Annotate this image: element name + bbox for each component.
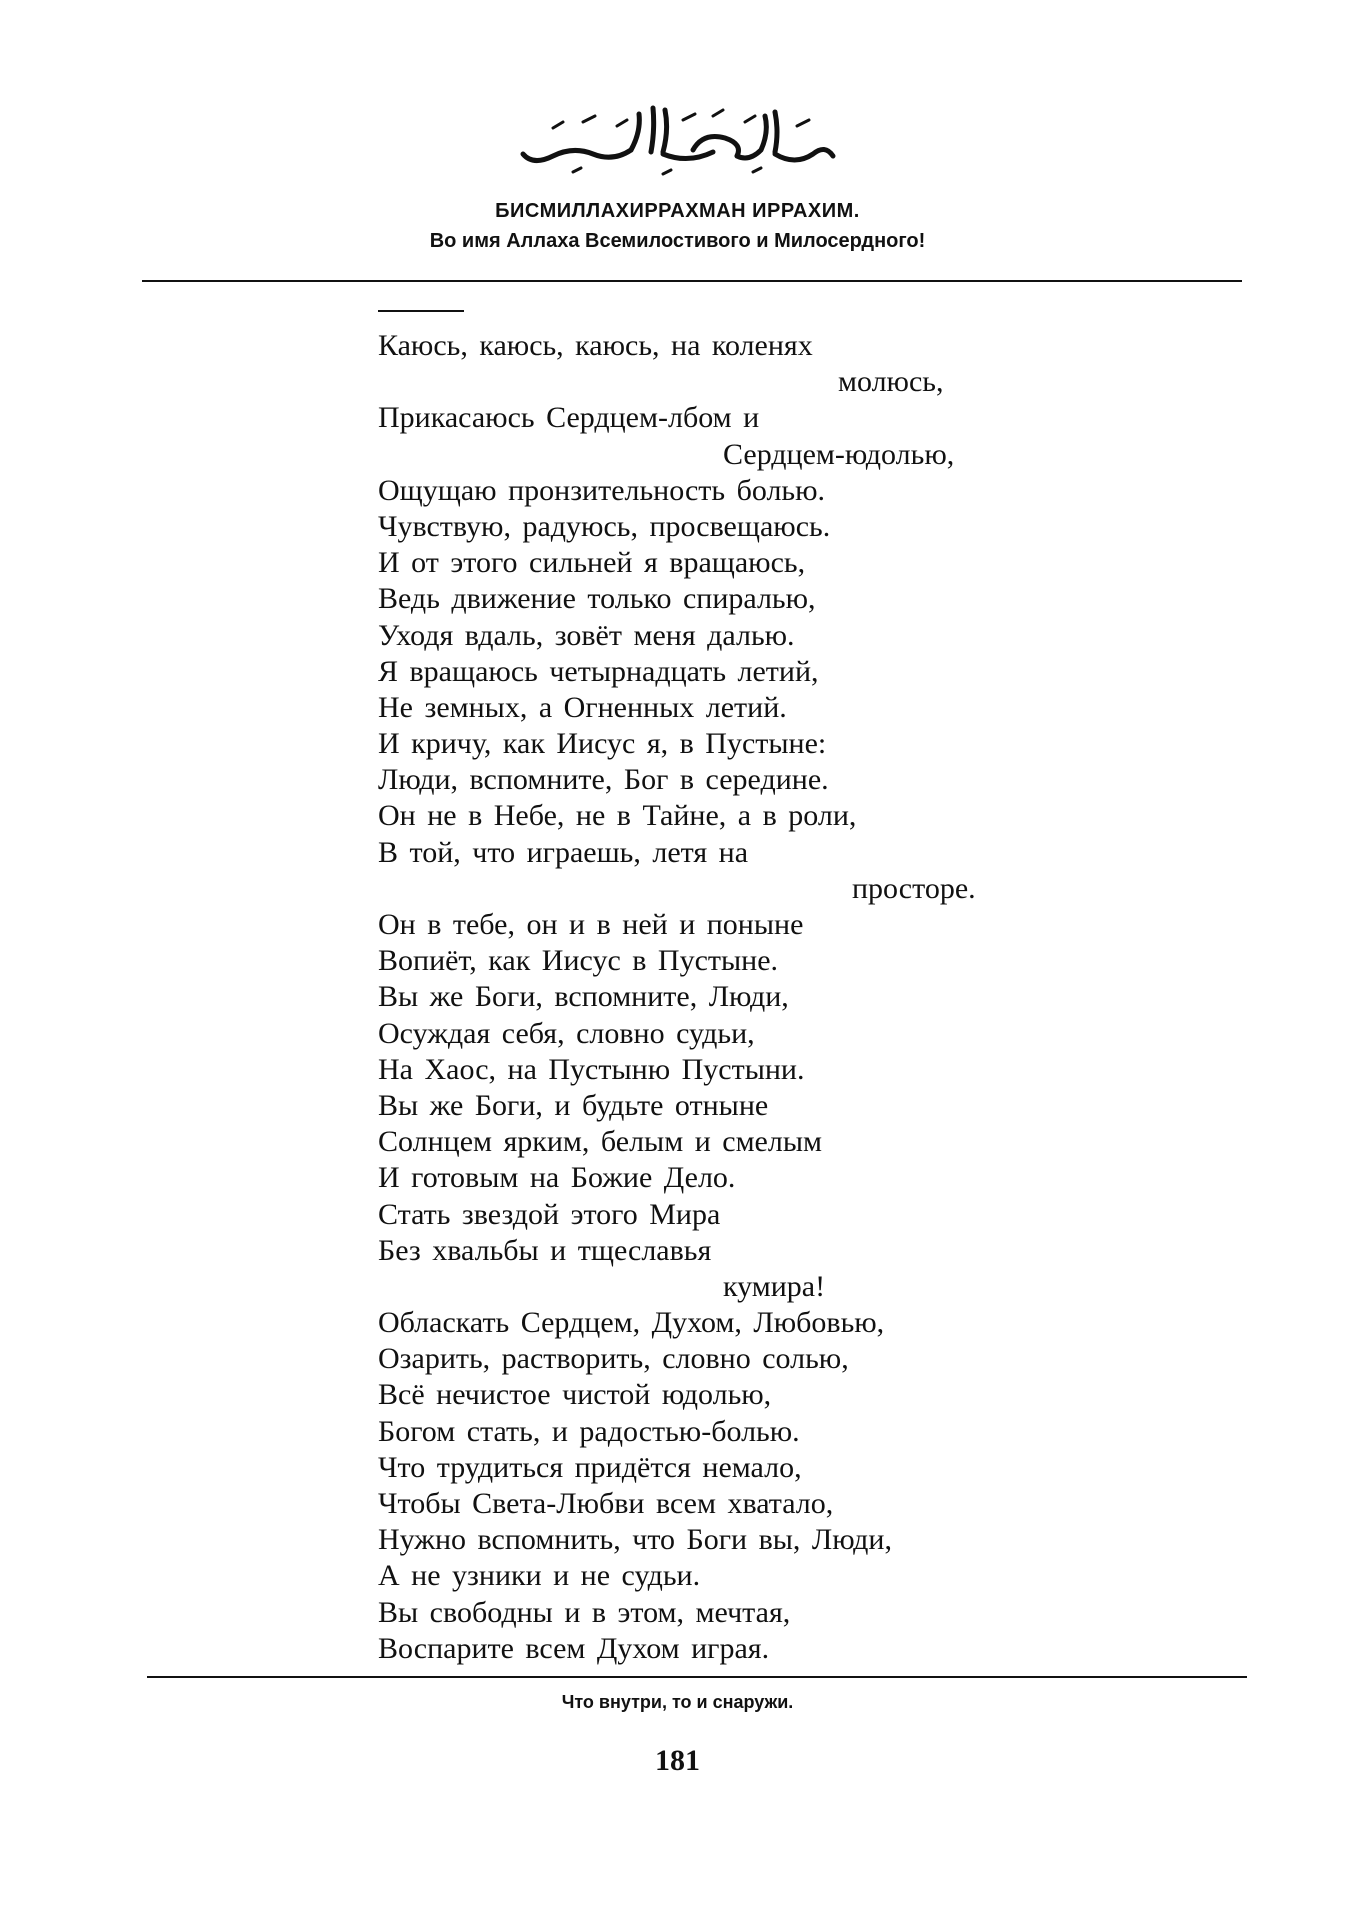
- poem-line: Он не в Небе, не в Тайне, а в роли,: [378, 799, 857, 833]
- poem-line: А не узники и не судьи.: [378, 1559, 701, 1593]
- poem-line: И готовым на Божие Дело.: [378, 1161, 736, 1195]
- poem-line: Чтобы Света-Любви всем хватало,: [378, 1487, 834, 1520]
- poem-line: В той, что играешь, летя на: [378, 835, 749, 869]
- poem-line: Я вращаюсь четырнадцать летий,: [378, 654, 819, 688]
- bismillah-calligraphy: [0, 92, 1355, 182]
- poem-line: Нужно вспомнить, что Боги вы, Люди,: [378, 1523, 892, 1557]
- poem-line: И кричу, как Иисус я, в Пустыне:: [378, 727, 827, 761]
- poem-line: Воспарите всем Духом играя.: [378, 1631, 770, 1665]
- poem-line: Ведь движение только спиралью,: [378, 582, 816, 616]
- poem: [378, 328, 998, 1667]
- poem-line: Всё нечистое чистой юдолью,: [378, 1378, 772, 1412]
- poem-line: Ощущаю пронзительность болью.: [378, 473, 826, 507]
- header-title: БИСМИЛЛАХИРРАХМАН ИРРАХИМ.: [495, 200, 860, 222]
- poem-line: Что трудиться придётся немало,: [378, 1450, 802, 1484]
- poem-line: просторе.: [852, 871, 976, 905]
- poem-line: Стать звездой этого Мира: [378, 1197, 721, 1231]
- poem-line: На Хаос, на Пустыню Пустыни.: [378, 1052, 805, 1086]
- page-number: 181: [655, 1744, 700, 1777]
- poem-line: Люди, вспомните, Бог в середине.: [378, 763, 829, 797]
- poem-line: Вопиёт, как Иисус в Пустыне.: [378, 944, 779, 978]
- footer-motto: Что внутри, то и снаружи.: [561, 1692, 794, 1712]
- poem-line: Вы же Боги, вспомните, Люди,: [378, 980, 789, 1014]
- top-divider: [142, 280, 1242, 282]
- poem-line: Сердцем-юдолью,: [723, 437, 955, 471]
- poem-line: Без хвальбы и тщеславья: [378, 1233, 712, 1267]
- poem-line: молюсь,: [838, 365, 944, 399]
- poem-line: кумира!: [723, 1269, 826, 1303]
- header-subtitle: Во имя Аллаха Всемилостивого и Милосердного!: [429, 230, 926, 252]
- poem-line: Солнцем ярким, белым и смелым: [378, 1125, 822, 1159]
- poem-line: Каюсь, каюсь, каюсь, на коленях: [378, 329, 813, 362]
- poem-line: Богом стать, и радостью-болью.: [378, 1414, 800, 1448]
- bottom-divider: [147, 1676, 1247, 1678]
- calligraphy-image: [513, 92, 843, 182]
- poem-line: Чувствую, радуюсь, просвещаюсь.: [378, 509, 831, 543]
- poem-line: Обласкать Сердцем, Духом, Любовью,: [378, 1306, 885, 1340]
- poem-line: Уходя вдаль, зовёт меня далью.: [378, 618, 795, 652]
- poem-start-divider: [378, 310, 464, 312]
- poem-line: И от этого сильней я вращаюсь,: [378, 546, 806, 580]
- poem-line: Вы свободны и в этом, мечтая,: [378, 1595, 791, 1629]
- poem-line: Прикасаюсь Сердцем-лбом и: [378, 401, 760, 435]
- poem-line: Вы же Боги, и будьте отныне: [378, 1088, 769, 1122]
- poem-line: Не земных, а Огненных летий.: [378, 690, 787, 724]
- poem-line: Он в тебе, он и в ней и понынe: [378, 908, 804, 941]
- poem-line: Озарить, растворить, словно солью,: [378, 1342, 849, 1376]
- poem-line: Осуждая себя, словно судьи,: [378, 1016, 755, 1050]
